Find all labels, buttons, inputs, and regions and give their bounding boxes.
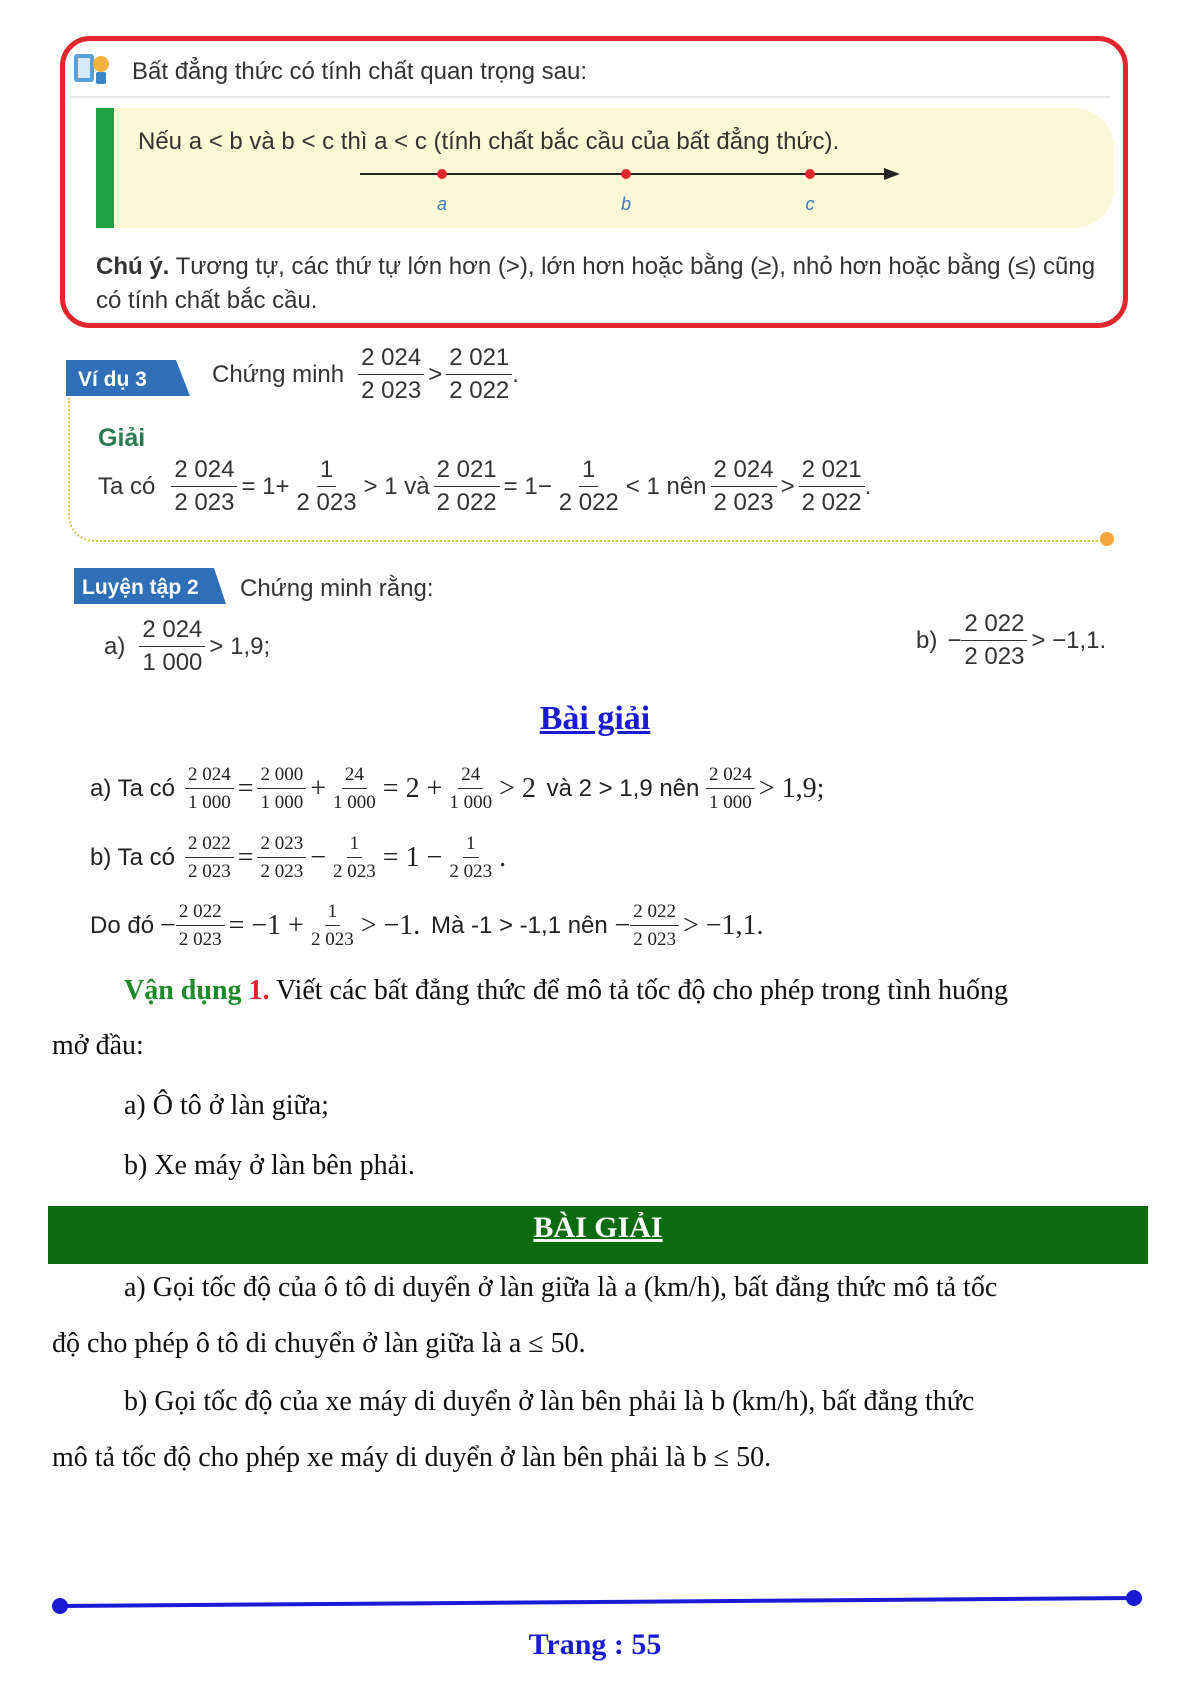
fraction: $\frac{24}{1 000}$	[333, 764, 376, 813]
divider	[70, 96, 1110, 98]
fraction: $\frac{1}{2 023}$	[449, 833, 493, 882]
solution-conclusion	[90, 902, 768, 949]
property-intro: Bất đẳng thức có tính chất quan trọng sau:	[132, 58, 588, 85]
application-number: 1.	[248, 975, 270, 1006]
inequality-rhs: > 1,9;	[209, 632, 271, 660]
example-solution	[98, 458, 871, 515]
solution-label: Giải	[98, 424, 146, 452]
operator: >	[428, 360, 443, 388]
application-text-cont: mở đầu:	[52, 1030, 144, 1061]
answer-a-line1: a) Gọi tốc độ của ô tô di duyển ở làn giữa là a (km/h), bất đẳng thức mô tả tốc	[124, 1272, 998, 1303]
inequality-rhs: > −1,1.	[1031, 626, 1107, 654]
application-item-b: b) Xe máy ở làn bên phải.	[124, 1150, 415, 1181]
fraction: $\frac{2 024}{2 023}$	[711, 458, 777, 515]
operator: +	[310, 772, 327, 804]
application-label: Vận dụng	[124, 975, 242, 1006]
solution-part-b	[90, 834, 510, 881]
fraction: $\frac{2 021}{2 022}$	[799, 458, 865, 515]
operator: = 2 +	[382, 772, 443, 804]
item-label: a)	[104, 632, 126, 660]
fraction: $\frac{2 022}{2 023}$	[961, 612, 1027, 669]
solution-title: Bài giải	[539, 700, 651, 737]
fraction: $\frac{2 022}{2 023}$	[176, 902, 225, 949]
footer-rule	[52, 1590, 1142, 1614]
fraction: $\frac{2 022}{2 023}$	[185, 834, 234, 881]
minus-sign: −	[947, 626, 962, 654]
operator: =	[237, 772, 254, 804]
minus-sign: −	[614, 909, 631, 941]
property-note	[96, 250, 1116, 318]
operator: .	[499, 841, 507, 873]
example-prompt: Chứng minh	[212, 360, 345, 388]
application-text: Viết các bất đẳng thức để mô tả tốc độ cho phép trong tình huống	[269, 975, 1008, 1006]
fraction: $\frac{2 024}{1 000}$	[185, 765, 234, 812]
note-label: Chú ý.	[96, 253, 170, 280]
operator: > 1,9;	[758, 772, 825, 804]
fraction: $\frac{2 024}{1 000}$	[139, 618, 205, 675]
point-b	[621, 169, 631, 179]
fraction: $\frac{2 024}{2 023}$	[171, 458, 237, 515]
solution-text: a) Ta có	[90, 774, 175, 802]
fraction: $\frac{1}{2 023}$	[296, 456, 357, 516]
practice-prompt: Chứng minh rằng:	[240, 575, 434, 602]
transitive-rule: Nếu a < b và b < c thì a < c (tính chất bắc cầu của bất đẳng thức).	[138, 128, 840, 155]
notebook-icon	[70, 48, 112, 88]
practice-badge-label: Luyện tập 2	[82, 576, 199, 599]
note-text: Tương tự, các thứ tự lớn hơn (>), lớn hơn hoặc bằng (≥), nhỏ hơn hoặc bằng (≤) cũng có tính chất bắc cầu.	[96, 253, 1096, 314]
fraction: $\frac{1}{2 023}$	[310, 901, 354, 950]
operator: > −1,1.	[682, 909, 764, 941]
operator: = 1+	[241, 472, 290, 500]
answer-header-title: BÀI GIẢI	[533, 1211, 663, 1244]
item-label: b)	[916, 626, 938, 654]
minus-sign: −	[160, 909, 176, 941]
fraction: $\frac{1}{2 023}$	[333, 833, 376, 882]
fraction: $\frac{2 022}{2 023}$	[630, 902, 679, 949]
period: .	[512, 360, 519, 388]
operator: > −1.	[360, 909, 421, 941]
operator: > 2	[499, 772, 536, 804]
fraction: $\frac{2 021}{2 022}$	[446, 346, 512, 403]
operator: < 1 nên	[625, 472, 707, 500]
operator: =	[237, 841, 254, 873]
frame-end-dot	[1100, 532, 1114, 546]
fraction: $\frac{1}{2 022}$	[558, 456, 619, 516]
point-c	[805, 169, 815, 179]
answer-a-line2: độ cho phép ô tô di chuyển ở làn giữa là a ≤ 50.	[52, 1328, 586, 1359]
operator: >	[780, 472, 795, 500]
practice-item-b	[916, 612, 1110, 669]
operator: −	[310, 841, 327, 873]
fraction: $\frac{2 024}{2 023}$	[358, 346, 424, 403]
label-a: a	[436, 194, 448, 214]
solution-text: Do đó	[90, 911, 155, 939]
solution-text: b) Ta có	[90, 843, 175, 871]
application-item-a: a) Ô tô ở làn giữa;	[124, 1090, 329, 1121]
answer-b-line2: mô tả tốc độ cho phép xe máy di duyển ở làn bên phải là b ≤ 50.	[52, 1442, 772, 1473]
operator: > 1 và	[363, 472, 430, 500]
application-statement	[124, 975, 1154, 1007]
solution-part-a	[90, 765, 828, 812]
page-number: Trang : 55	[528, 1628, 662, 1661]
example-statement	[212, 346, 519, 403]
solution-text: và 2 > 1,9 nên	[539, 774, 707, 802]
example-badge	[66, 360, 190, 396]
example-badge-label: Ví dụ 3	[78, 368, 147, 391]
practice-badge	[74, 568, 226, 604]
period: .	[864, 472, 872, 500]
solution-text: Ta có	[98, 472, 156, 500]
number-line	[360, 160, 900, 220]
point-a	[437, 169, 447, 179]
answer-b-line1: b) Gọi tốc độ của xe máy di duyển ở làn bên phải là b (km/h), bất đẳng thức	[124, 1386, 975, 1417]
practice-item-a	[104, 618, 274, 675]
rule-accent-bar	[96, 108, 114, 228]
operator: = 1 −	[382, 841, 443, 873]
fraction: $\frac{24}{1 000}$	[449, 764, 493, 813]
fraction: $\frac{2 023}{2 023}$	[257, 834, 306, 881]
fraction: $\frac{2 024}{1 000}$	[706, 765, 755, 812]
fraction: $\frac{2 000}{1 000}$	[257, 765, 306, 812]
solution-text: Mà -1 > -1,1 nên	[424, 911, 615, 939]
fraction: $\frac{2 021}{2 022}$	[434, 458, 500, 515]
operator: = 1−	[503, 472, 552, 500]
label-b: b	[620, 194, 632, 214]
label-c: c	[805, 194, 815, 214]
operator: = −1 +	[228, 909, 304, 941]
